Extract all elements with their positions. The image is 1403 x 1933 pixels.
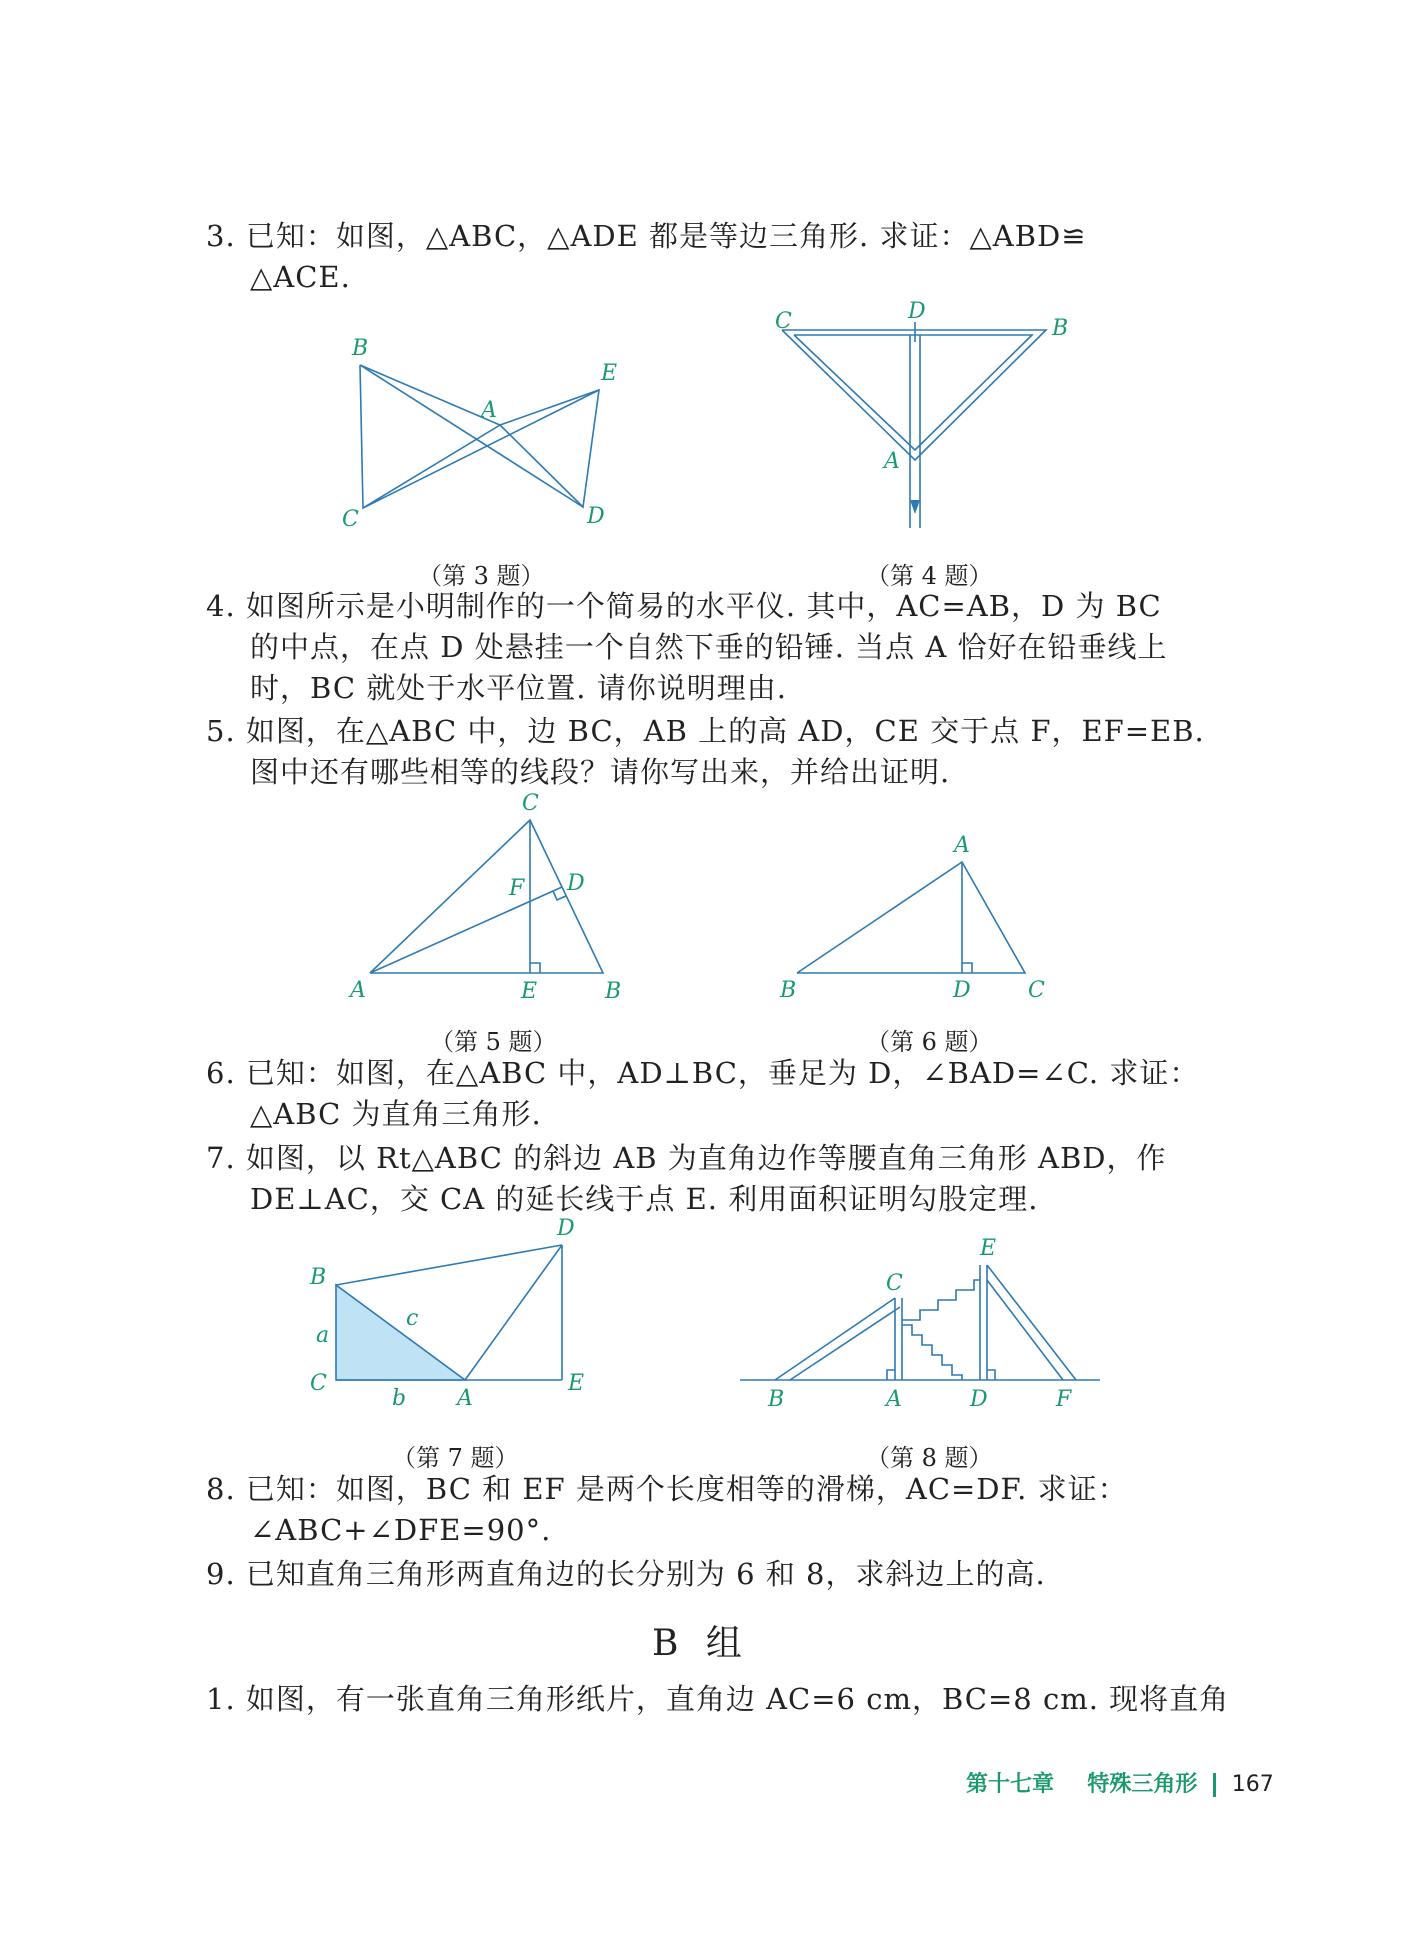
fig8-slide-bc-inner — [790, 1307, 900, 1380]
fig6-label-c: C — [1028, 978, 1045, 1003]
caption-figure-4: （第 4 题） — [866, 562, 993, 590]
caption-figure-6: （第 6 题） — [866, 1028, 993, 1056]
fig7-shaded-triangle — [336, 1285, 465, 1380]
footer-chapter-title: 特殊三角形 — [1087, 1772, 1198, 1797]
figure-4 — [770, 300, 1070, 540]
section-b-problem-1-line-1: 1. 如图，有一张直角三角形纸片，直角边 AC=6 cm，BC=8 cm. 现将直角 — [206, 1682, 1230, 1716]
caption-figure-3: （第 3 题） — [418, 562, 545, 590]
problem-7-line-1: 7. 如图，以 Rt△ABC 的斜边 AB 为直角边作等腰直角三角形 ABD，作 — [206, 1141, 1167, 1175]
figure-3 — [330, 330, 640, 540]
fig8-label-e: E — [980, 1236, 997, 1261]
fig6-right-angle-d — [962, 963, 972, 973]
fig7-label-d: D — [557, 1216, 575, 1241]
fig5-label-c: C — [522, 791, 539, 816]
problem-3-line-2: △ACE. — [250, 260, 351, 294]
fig5-right-angle-e — [530, 963, 540, 973]
fig8-slide-ef-outer — [987, 1265, 1076, 1380]
problem-9-line-1: 9. 已知直角三角形两直角边的长分别为 6 和 8，求斜边上的高. — [206, 1557, 1046, 1591]
fig7-label-a: A — [457, 1386, 473, 1411]
fig5-altitude-ad — [370, 887, 562, 973]
fig7-label-c-side: c — [406, 1306, 419, 1331]
fig8-lower-stairs — [902, 1325, 962, 1380]
problem-5-line-1: 5. 如图，在△ABC 中，边 BC，AB 上的高 AD，CE 交于点 F，EF=EB. — [206, 714, 1205, 748]
fig8-label-b: B — [768, 1387, 785, 1412]
fig4-label-a: A — [884, 449, 900, 474]
fig7-label-b-side: b — [392, 1386, 407, 1411]
fig8-label-c: C — [886, 1271, 903, 1296]
problem-5-line-2: 图中还有哪些相等的线段？请你写出来，并给出证明. — [250, 755, 951, 789]
page-footer — [966, 1767, 1274, 1798]
figure-7 — [300, 1216, 600, 1420]
fig3-label-a: A — [481, 398, 497, 423]
figure-5 — [345, 791, 645, 1015]
fig4-label-d: D — [908, 299, 926, 324]
footer-chapter: 第十七章 — [966, 1772, 1055, 1797]
fig8-slide-bc-outer — [775, 1298, 895, 1380]
fig7-segment-be — [336, 1245, 562, 1285]
fig5-triangle-abc — [370, 820, 603, 973]
fig5-label-e: E — [521, 979, 538, 1004]
fig3-triangle-ade — [500, 390, 599, 507]
fig8-right-angle-a — [887, 1370, 895, 1380]
fig4-frame-outer — [782, 330, 1046, 460]
footer-divider — [1213, 1773, 1216, 1797]
fig3-segment-bd — [360, 365, 583, 507]
fig4-label-b: B — [1052, 316, 1069, 341]
fig4-plumb-bob — [910, 500, 920, 514]
fig8-label-f: F — [1056, 1387, 1072, 1412]
fig3-label-b: B — [352, 336, 369, 361]
fig7-label-e: E — [568, 1371, 585, 1396]
problem-6-line-1: 6. 已知：如图，在△ABC 中，AD⊥BC，垂足为 D，∠BAD=∠C. 求证： — [206, 1056, 1200, 1090]
fig8-slide-ef-inner — [987, 1280, 1063, 1380]
problem-8-line-2: ∠ABC+∠DFE=90°. — [250, 1513, 552, 1547]
fig3-label-d: D — [587, 504, 605, 529]
fig8-label-a: A — [886, 1387, 902, 1412]
caption-figure-8: （第 8 题） — [866, 1444, 993, 1472]
figure-6 — [770, 830, 1070, 1020]
fig7-label-a-side: a — [316, 1323, 330, 1348]
fig6-label-b: B — [780, 978, 797, 1003]
caption-figure-7: （第 7 题） — [392, 1444, 519, 1472]
problem-8-line-1: 8. 已知：如图，BC 和 EF 是两个长度相等的滑梯，AC=DF. 求证： — [206, 1472, 1128, 1506]
problem-6-line-2: △ABC 为直角三角形. — [250, 1097, 542, 1131]
fig6-label-d: D — [953, 978, 971, 1003]
figure-8 — [730, 1220, 1110, 1430]
page-number: 167 — [1231, 1772, 1274, 1797]
fig8-label-d: D — [970, 1387, 988, 1412]
fig6-label-a: A — [954, 833, 970, 858]
problem-3-line-1: 3. 已知：如图，△ABC，△ADE 都是等边三角形. 求证：△ABD≌ — [206, 219, 1087, 253]
fig3-label-e: E — [601, 361, 618, 386]
fig3-label-c: C — [342, 507, 359, 532]
fig5-label-f: F — [509, 876, 525, 901]
caption-figure-5: （第 5 题） — [430, 1028, 557, 1056]
fig5-label-d: D — [567, 871, 585, 896]
problem-4-line-1: 4. 如图所示是小明制作的一个简易的水平仪. 其中，AC=AB，D 为 BC — [206, 589, 1162, 623]
problem-7-line-2: DE⊥AC，交 CA 的延长线于点 E. 利用面积证明勾股定理. — [250, 1182, 1039, 1216]
fig7-segment-ad — [465, 1245, 562, 1380]
problem-4-line-2: 的中点，在点 D 处悬挂一个自然下垂的铅锤. 当点 A 恰好在铅垂线上 — [250, 630, 1168, 664]
fig7-label-b: B — [310, 1265, 327, 1290]
fig8-upper-stairs — [902, 1280, 980, 1320]
fig4-label-c: C — [775, 309, 792, 334]
section-b-title: B 组 — [652, 1623, 750, 1664]
fig5-label-b: B — [605, 979, 622, 1004]
fig7-label-c: C — [310, 1371, 327, 1396]
fig6-triangle-abc — [797, 862, 1025, 973]
fig3-triangle-abc — [360, 365, 500, 508]
fig8-right-angle-d — [987, 1370, 995, 1380]
fig5-label-a: A — [350, 978, 366, 1003]
problem-4-line-3: 时，BC 就处于水平位置. 请你说明理由. — [250, 671, 787, 705]
fig4-frame-inner — [794, 335, 1032, 450]
